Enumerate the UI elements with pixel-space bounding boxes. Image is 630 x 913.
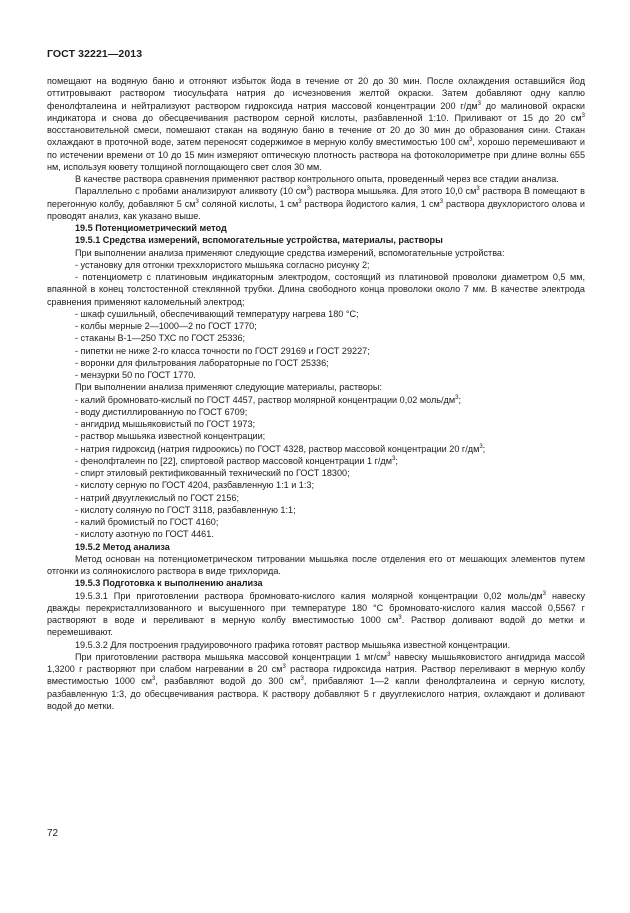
paragraph: - кислоту азотную по ГОСТ 4461. (75, 529, 214, 540)
section-heading: 19.5.2 Метод анализа (75, 541, 170, 552)
paragraph: помещают на водяную баню и отгоняют избыток йода в течение от 20 до 30 мин. После охлаждения оставшийся йод оттитровывают раствором тиосульфата натрия до исчезновения желтой окраски. Затем добавляют одну каплю фенолфталеина и нейтрализуют раствором гидроксида натрия массовой концентрации 200 $г/дм^3$ до малиновой окраски индикатора и снова до обесцвечивания раствором серной кислоты, разбавленной 1:10. Приливают от 15 до 20 $см^3$ восстановительной смеси, помешают стакан на водяную баню в течение от 20 до 30 мин до образования сини. Стакан охлаждают в проточной воде, затем переносят содержимое в мерную колбу вместимостью 100 $см^3$, хорошо перемешивают и по истечении времени от 10 до 15 мин измеряют оптическую плотность раствора на фотоколориметре при длине волны 655 нм, используя кювету толщиной поглощающего свет слоя 30 мм. (47, 76, 586, 172)
section-heading: 19.5.3 Подготовка к выполнению анализа (75, 578, 263, 589)
paragraph: - калий бромистый по ГОСТ 4160; (75, 517, 219, 527)
paragraph: - шкаф сушильный, обеспечивающий температуру нагрева 180 °С; (75, 308, 359, 319)
paragraph: - установку для отгонки треххлористого мышьяка согласно рисунку 2; (75, 259, 370, 270)
page-number: 72 (47, 828, 59, 839)
document-body (47, 75, 585, 712)
paragraph: - кислоту серную по ГОСТ 4204, разбавленную 1:1 и 1:3; (75, 480, 314, 491)
paragraph: - стаканы В-1—250 ТХС по ГОСТ 25336; (75, 333, 246, 344)
paragraph: - мензурки 50 по ГОСТ 1770. (75, 370, 196, 380)
paragraph: - спирт этиловый ректификованный технический по ГОСТ 18300; (75, 468, 350, 478)
paragraph: - колбы мерные 2—1000—2 по ГОСТ 1770; (75, 321, 257, 331)
paragraph: При выполнении анализа применяют следующие средства измерений, вспомогательные устройства: (75, 247, 505, 258)
paragraph: - фенолфталеин по [22], спиртовой раствор массовой концентрации 1 $г/дм^3$; (75, 455, 398, 466)
paragraph: Метод основан на потенциометрическом титровании мышьяка после отделения его от мешающих элементов путем отгонки из солянокислого раствора в виде трихлорида. (47, 553, 585, 576)
paragraph: - воду дистиллированную по ГОСТ 6709; (75, 406, 248, 417)
paragraph: 19.5.3.1 При приготовлении раствора бромновато-кислого калия молярной концентрации 0,02 моль/$дм^3$ навеску дважды перекристаллизованного и высушенного при температуре 180 °С бромновато-кислого калия массой 0,5567 г растворяют в воде и переливают в мерную колбу вместимостью 1000 $см^3$. Раствор доливают водой до метки и перемешивают. (47, 590, 586, 638)
paragraph: - ангидрид мышьяковистый по ГОСТ 1973; (75, 419, 256, 429)
paragraph: - пипетки не ниже 2-го класса точности по ГОСТ 29169 и ГОСТ 29227; (75, 345, 370, 356)
paragraph: - натрия гидроксид (натрия гидроокись) по ГОСТ 4328, раствор массовой концентрации 20 $г/дм^3$; (75, 443, 486, 454)
paragraph: Параллельно с пробами анализируют аликвоту (10 $см^3$) раствора мышьяка. Для этого 10,0 $см^3$ раствора В помещают в перегонную колбу, добавляют 5 $см^3$ соляной кислоты, 1 $см^3$ раствора йодистого калия, 1 $см^3$ раствора двухлористого олова и проводят анализ, как указано выше. (47, 186, 585, 221)
paragraph: - воронки для фильтрования лабораторные по ГОСТ 25336; (75, 357, 329, 368)
paragraph: - раствор мышьяка известной концентрации; (75, 431, 266, 442)
paragraph: В качестве раствора сравнения применяют раствор контрольного опыта, проведенный через все стадии анализа. (75, 174, 559, 184)
section-heading: 19.5.1 Средства измерений, вспомогательные устройства, материалы, растворы (75, 235, 443, 246)
paragraph: - потенциометр с платиновым индикаторным электродом, состоящий из платиновой проволоки диаметром 0,5 мм, впаянной в конец толстостенной стеклянной трубки. Длина свободного конца проволоки около 7 мм. В качестве электрода сравнения применяют каломельный электрод; (47, 272, 585, 307)
paragraph: - калий бромновато-кислый по ГОСТ 4457, раствор молярной концентрации 0,02 моль/$дм^3$; (75, 394, 461, 405)
paragraph: - кислоту соляную по ГОСТ 3118, разбавленную 1:1; (75, 504, 296, 515)
page-header-title: ГОСТ 32221—2013 (47, 48, 143, 60)
paragraph: - натрий двууглекислый по ГОСТ 2156; (75, 492, 240, 503)
paragraph: При приготовлении раствора мышьяка массовой концентрации 1 $мг/см^3$ навеску мышьяковистого ангидрида массой 1,3200 г растворяют при слабом нагревании в 20 $см^3$ раствора гидроксида натрия. Раствор переливают в мерную колбу вместимостью 1000 $см^3$, разбавляют водой до 300 $см^3$, прибавляют 1—2 капли фенолфталеина и серную кислоту, разбавленную 1:3, до обесцвечивания раствора. К раствору добавляют 5 г двууглекислого натрия, охлаждают и доливают водой до метки. (47, 651, 585, 711)
paragraph: При выполнении анализа применяют следующие материалы, растворы: (75, 382, 382, 393)
section-heading: 19.5 Потенциометрический метод (75, 223, 227, 233)
paragraph: 19.5.3.2 Для построения градуировочного графика готовят раствор мышьяка известной концентрации. (75, 639, 511, 650)
